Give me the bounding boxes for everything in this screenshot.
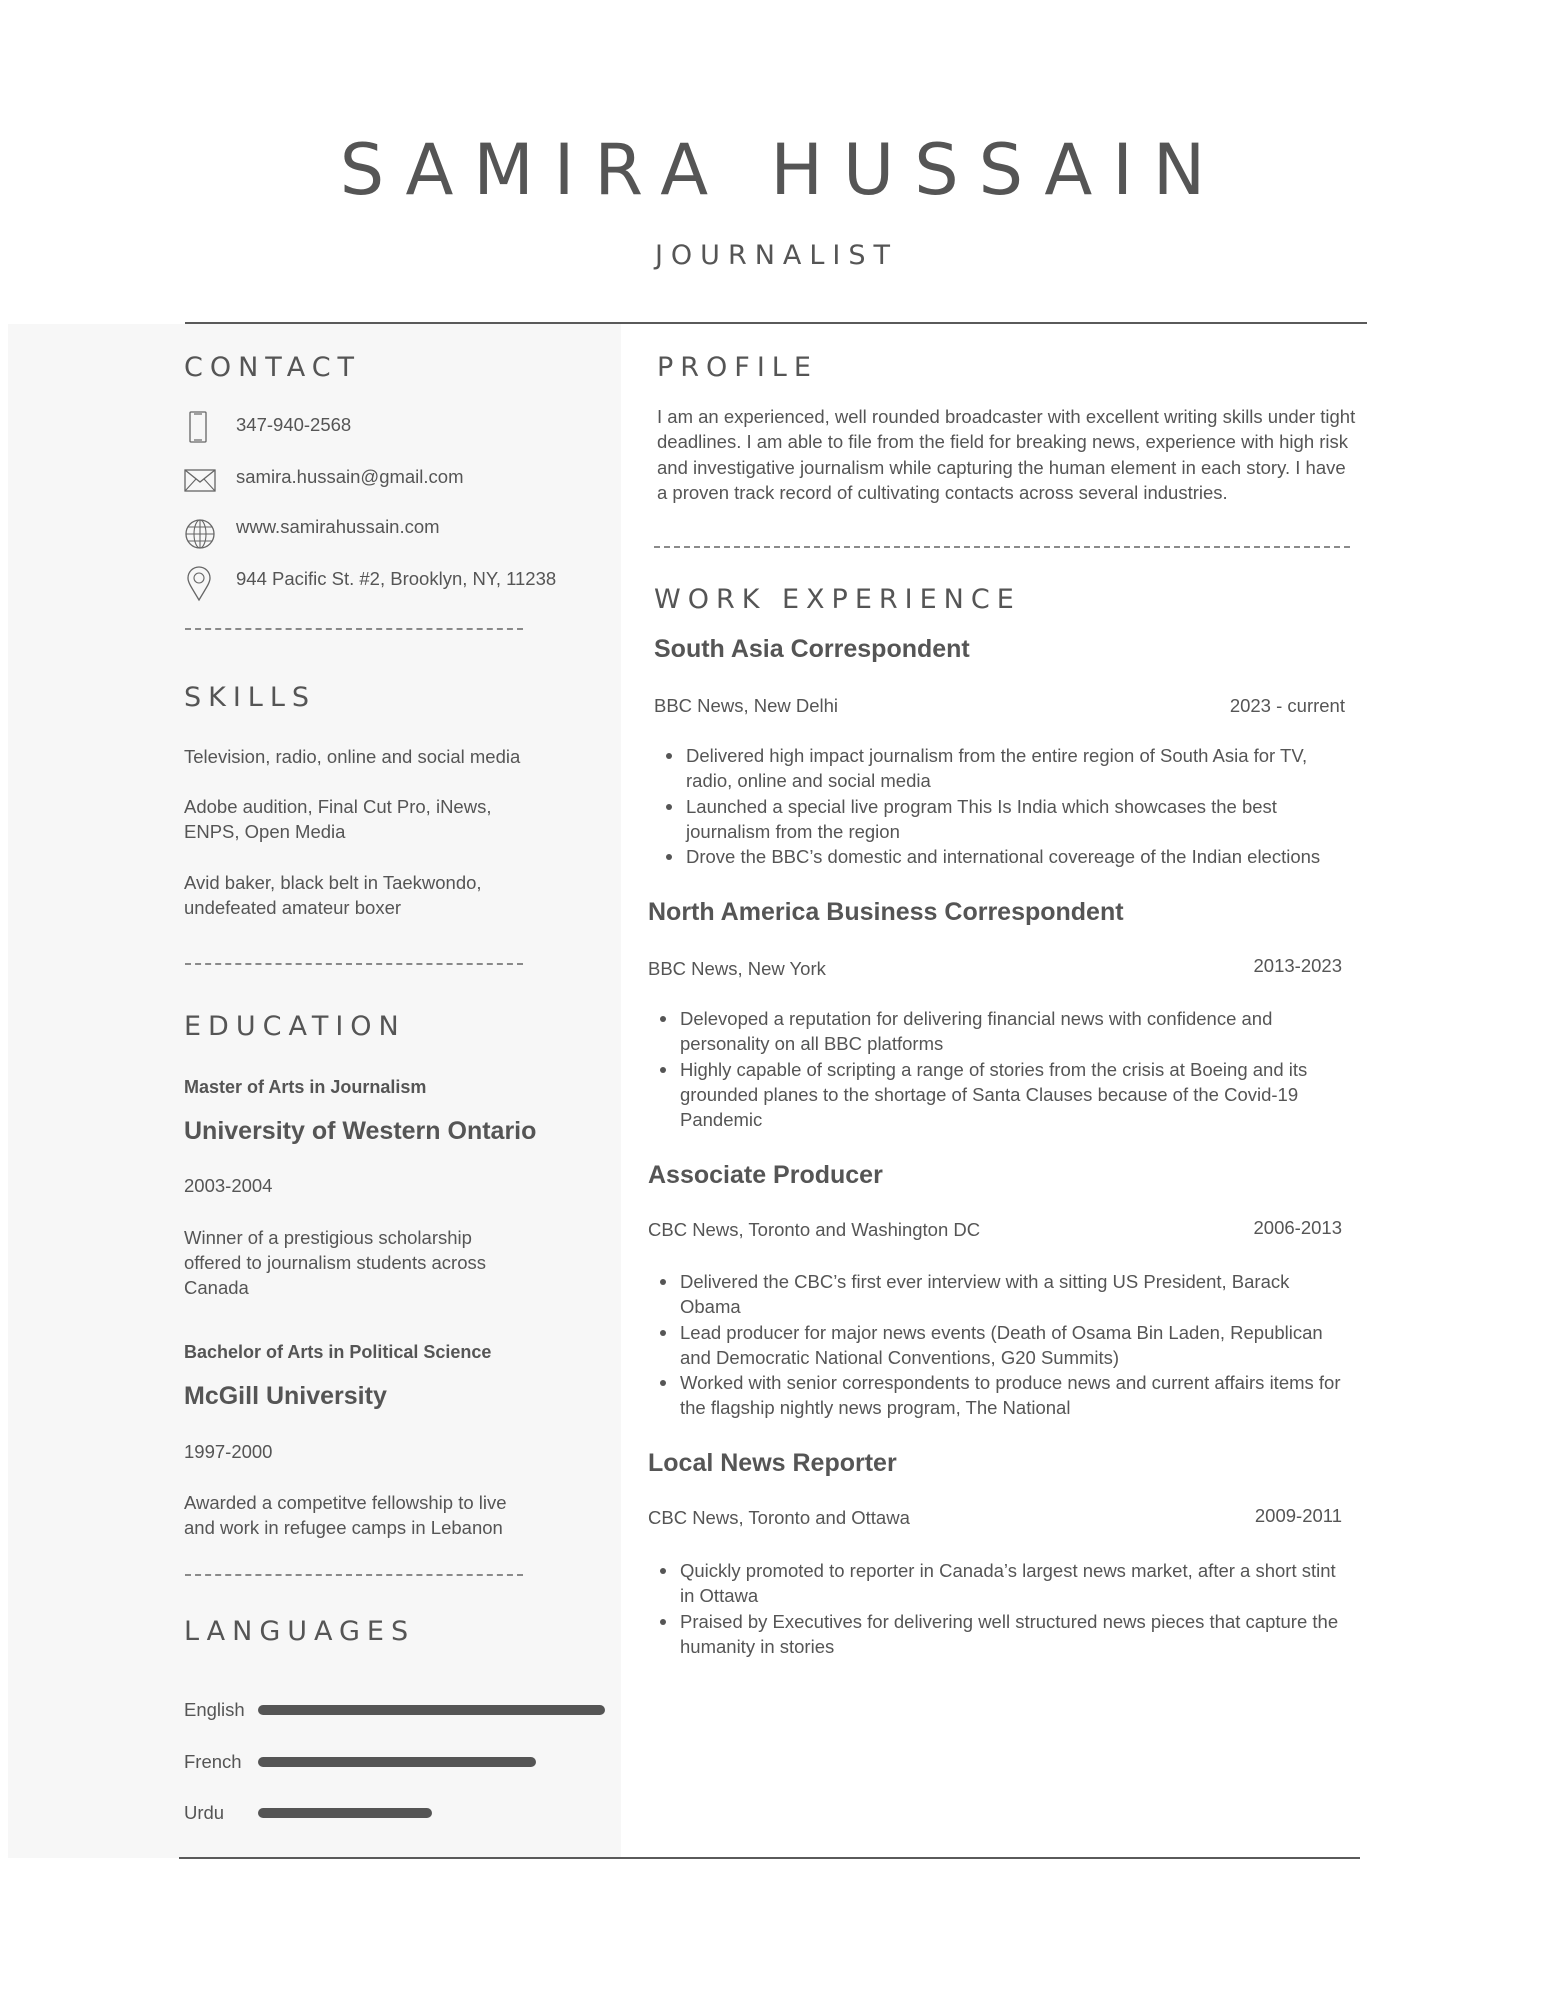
work-heading: WORK EXPERIENCE [654,584,1021,615]
job-company: BBC News, New York [648,958,826,979]
profile-heading: PROFILE [657,352,818,383]
bullet-dot-icon [666,753,672,759]
phone-icon [188,410,208,444]
education-description: Awarded a competitve fellowship to live and work in refugee camps in Lebanon [184,1492,507,1538]
job-bullets [680,1006,1345,1132]
job-bullet: Delivered the CBC’s first ever interview with a sitting US President, Barack Obama [680,1269,1345,1320]
bullet-dot-icon [660,1380,666,1386]
languages-heading: LANGUAGES [184,1616,416,1647]
skill-item: Television, radio, online and social media [184,746,521,767]
language-bar-urdu [258,1808,432,1818]
job-title: North America Business Correspondent [648,898,1124,926]
contact-email[interactable]: samira.hussain@gmail.com [236,466,464,487]
profile-text: I am an experienced, well rounded broadcaster with excellent writing skills under tight deadlines. I am able to file from the field for breaking news, experience with high risk and investigative journalism while capturing the human element in each story. I have a proven track record of cultivating contacts across several industries. [657,406,1356,503]
envelope-icon [184,469,216,493]
bullet-dot-icon [660,1067,666,1073]
job-company: CBC News, Toronto and Ottawa [648,1507,910,1528]
education-divider [185,1574,523,1576]
profile-divider [654,546,1350,548]
education-years: 1997-2000 [184,1441,273,1462]
contact-address: 944 Pacific St. #2, Brooklyn, NY, 11238 [236,568,557,589]
language-label-english: English [184,1699,245,1720]
job-dates: 2023 - current [1229,695,1345,716]
skills-divider [185,963,523,965]
contact-website[interactable]: www.samirahussain.com [236,516,440,537]
job-bullet: Praised by Executives for delivering well structured news pieces that capture the humanity in stories [680,1609,1350,1660]
job-bullet: Launched a special live program This Is India which showcases the best journalism from the region [686,794,1346,845]
job-title: South Asia Correspondent [654,635,970,663]
job-bullet: Highly capable of scripting a range of stories from the crisis at Boeing and its grounded planes to the shortage of Santa Clauses because of the Covid-19 Pandemic [680,1057,1345,1133]
skills-heading: SKILLS [184,682,317,713]
education-years: 2003-2004 [184,1175,273,1196]
job-bullet: Worked with senior correspondents to produce news and current affairs items for the flagship nightly news program, The National [680,1370,1345,1421]
job-dates: 2009-2011 [1254,1505,1342,1526]
job-dates: 2006-2013 [1253,1217,1342,1238]
job-company: CBC News, Toronto and Washington DC [648,1219,981,1240]
contact-divider [185,628,523,630]
job-bullet: Drove the BBC’s domestic and international covereage of the Indian elections [686,844,1346,869]
language-label-urdu: Urdu [184,1802,225,1823]
bullet-dot-icon [666,804,672,810]
job-bullets [686,743,1346,869]
job-bullet: Quickly promoted to reporter in Canada’s largest news market, after a short stint in Ottawa [680,1558,1350,1609]
location-pin-icon [186,566,212,602]
job-bullets [680,1269,1345,1421]
bullet-dot-icon [666,854,672,860]
education-degree: Master of Arts in Journalism [184,1077,427,1097]
job-bullets [680,1558,1350,1659]
job-title: Local News Reporter [648,1449,897,1477]
education-description: Winner of a prestigious scholarship offered to journalism students across Canada [184,1227,486,1298]
bullet-dot-icon [660,1330,666,1336]
bullet-dot-icon [660,1016,666,1022]
bullet-dot-icon [660,1279,666,1285]
education-heading: EDUCATION [184,1011,406,1042]
education-school: McGill University [184,1382,387,1410]
job-title: Associate Producer [648,1161,883,1189]
bullet-dot-icon [660,1619,666,1625]
contact-heading: CONTACT [184,352,362,383]
job-bullet: Delevoped a reputation for delivering financial news with confidence and personality on all BBC platforms [680,1006,1345,1057]
education-degree: Bachelor of Arts in Political Science [184,1342,492,1362]
resume-job-title: JOURNALIST [654,240,899,271]
skill-item: Avid baker, black belt in Taekwondo, undefeated amateur boxer [184,872,482,918]
job-dates: 2013-2023 [1253,955,1342,976]
skill-item: Adobe audition, Final Cut Pro, iNews, ENPS, Open Media [184,796,492,842]
job-company: BBC News, New Delhi [654,695,839,716]
globe-icon [184,518,216,550]
footer-divider [179,1857,1360,1859]
job-bullet: Lead producer for major news events (Death of Osama Bin Laden, Republican and Democratic National Conventions, G20 Summits) [680,1320,1345,1371]
job-bullet: Delivered high impact journalism from the entire region of South Asia for TV, radio, online and social media [686,743,1346,794]
language-label-french: French [184,1751,242,1772]
bullet-dot-icon [660,1568,666,1574]
resume-name: SAMIRA HUSSAIN [339,129,1226,211]
language-bar-french [258,1757,536,1767]
contact-phone: 347-940-2568 [236,414,352,435]
language-bar-english [258,1705,605,1715]
education-school: University of Western Ontario [184,1117,537,1145]
